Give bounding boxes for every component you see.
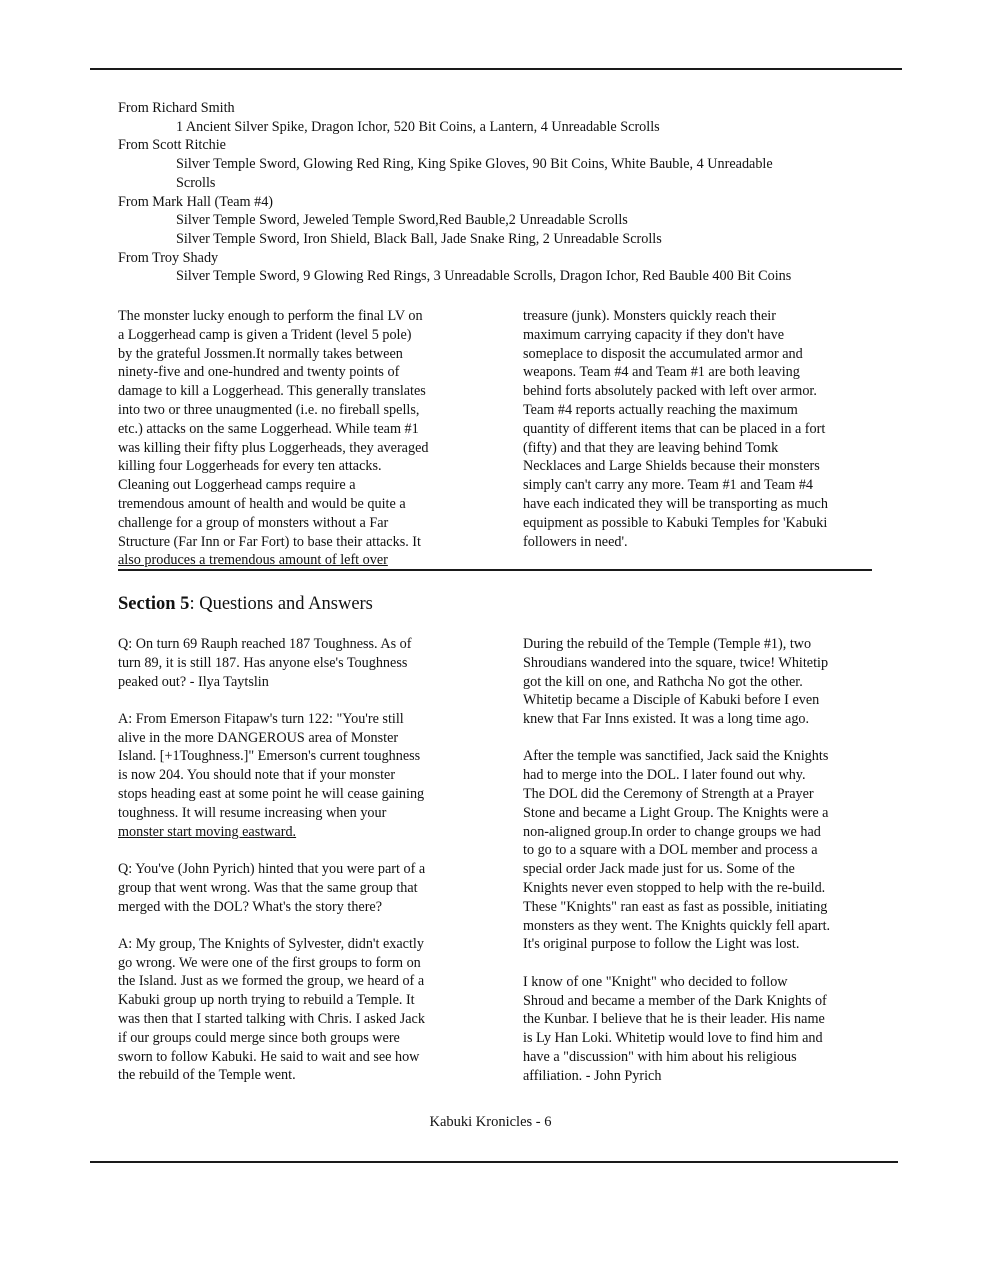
text-line: equipment as possible to Kabuki Temples for 'Kabuki: [523, 514, 828, 531]
qa-paragraph: [118, 635, 468, 691]
text-line: monster start moving eastward.: [118, 823, 297, 840]
text-line: Cleaning out Loggerhead camps require a: [118, 477, 356, 494]
text-line: have each indicated they will be transporting as much: [523, 495, 828, 512]
text-line: challenge for a group of monsters without a Far: [118, 514, 389, 531]
text-line: someplace to disposit the accumulated armor and: [523, 345, 803, 362]
text-line: simply can't carry any more. Team #1 and Team #4: [523, 477, 814, 494]
qa-paragraph: [523, 747, 873, 954]
text-line: affiliation. - John Pyrich: [523, 1067, 662, 1084]
text-line: got the kill on one, and Rathcha No got the other.: [523, 673, 803, 690]
text-line: A: My group, The Knights of Sylvester, didn't exactly: [118, 935, 424, 952]
text-line: tremendous amount of health and would be quite a: [118, 495, 406, 512]
text-line: The monster lucky enough to perform the final LV on: [118, 308, 423, 324]
text-line: the rebuild of the Temple went.: [118, 1067, 296, 1084]
text-line: Kabuki group up north trying to rebuild a Temple. It: [118, 992, 415, 1009]
donation-items: 1 Ancient Silver Spike, Dragon Ichor, 520 Bit Coins, a Lantern, 4 Unreadable Scrolls: [176, 118, 660, 135]
text-line: sworn to follow Kabuki. He said to wait and see how: [118, 1048, 420, 1065]
text-line: toughness. It will resume increasing when your: [118, 804, 387, 821]
loggerhead-article-left: [118, 307, 473, 570]
text-line: The DOL did the Ceremony of Strength at a Prayer: [523, 786, 814, 803]
donor-name: From Richard Smith: [118, 100, 235, 116]
text-line: Knights never even stopped to help with the re-build.: [523, 880, 826, 897]
qa-paragraph: [118, 860, 468, 916]
text-line: It's original purpose to follow the Light was lost.: [523, 936, 800, 953]
loggerhead-article-right: [523, 307, 878, 551]
text-line: the Island. Just as we formed the group, we heard of a: [118, 973, 425, 990]
text-line: by the grateful Jossmen.It normally takes between: [118, 345, 403, 362]
donation-items: Scrolls: [176, 174, 216, 191]
text-line: treasure (junk). Monsters quickly reach their: [523, 308, 776, 324]
text-line: was then that I started talking with Chris. I asked Jack: [118, 1011, 425, 1028]
text-line: maximum carrying capacity if they don't have: [523, 326, 784, 343]
text-line: ninety-five and one-hundred and twenty points of: [118, 364, 400, 381]
text-line: After the temple was sanctified, Jack said the Knights: [523, 748, 829, 765]
text-line: also produces a tremendous amount of left over: [118, 552, 388, 569]
text-line: followers in need'.: [523, 533, 628, 550]
text-line: monsters as they went. The Knights quickly fell apart.: [523, 917, 831, 934]
section-heading: [118, 594, 373, 615]
text-line: killing four Loggerheads for every ten attacks.: [118, 458, 382, 475]
text-line: is now 204. You should note that if your monster: [118, 767, 396, 784]
text-line: merged with the DOL? What's the story there?: [118, 898, 383, 915]
qa-paragraph: [523, 973, 873, 1086]
text-line: special order Jack made just for us. Some of the: [523, 861, 795, 878]
text-line: Q: On turn 69 Rauph reached 187 Toughness. As of: [118, 636, 412, 652]
bottom-rule: [90, 1161, 898, 1163]
text-line: quantity of different items that can be placed in a fort: [523, 420, 826, 437]
text-line: Island. [+1Toughness.]" Emerson's current toughness: [118, 748, 421, 765]
text-line: Structure (Far Inn or Far Fort) to base their attacks. It: [118, 533, 421, 550]
text-line: etc.) attacks on the same Loggerhead. While team #1: [118, 420, 419, 437]
donor-name: From Troy Shady: [118, 249, 219, 266]
text-line: turn 89, it is still 187. Has anyone else's Toughness: [118, 654, 408, 671]
text-line: weapons. Team #4 and Team #1 are both leaving: [523, 364, 800, 381]
donation-items: Silver Temple Sword, Jeweled Temple Sword,Red Bauble,2 Unreadable Scrolls: [176, 212, 628, 229]
text-line: These "Knights" ran east as fast as possible, initiating: [523, 898, 828, 915]
qa-column-left: [118, 635, 468, 1104]
qa-paragraph: [118, 710, 468, 842]
section-divider: [118, 569, 872, 571]
text-line: Stone and became a Light Group. The Knights were a: [523, 804, 829, 821]
text-line: During the rebuild of the Temple (Temple #1), two: [523, 636, 812, 652]
text-line: Whitetip became a Disciple of Kabuki before I even: [523, 692, 820, 709]
donation-items: Silver Temple Sword, Glowing Red Ring, King Spike Gloves, 90 Bit Coins, White Bauble, 4 Unreadable: [176, 156, 773, 173]
section-number: Section 5: [118, 594, 190, 614]
text-line: damage to kill a Loggerhead. This generally translates: [118, 383, 426, 400]
text-line: alive in the more DANGEROUS area of Monster: [118, 729, 399, 746]
donor-name: From Scott Ritchie: [118, 137, 226, 154]
text-line: Shroud and became a member of the Dark Knights of: [523, 992, 827, 1009]
text-line: Necklaces and Large Shields because their monsters: [523, 458, 820, 475]
text-line: I know of one "Knight" who decided to follow: [523, 973, 788, 990]
text-line: had to merge into the DOL. I later found out why.: [523, 767, 806, 784]
text-line: non-aligned group.In order to change groups we had: [523, 823, 821, 840]
donation-items: Silver Temple Sword, Iron Shield, Black Ball, Jade Snake Ring, 2 Unreadable Scrolls: [176, 230, 662, 247]
text-line: group that went wrong. Was that the same group that: [118, 879, 418, 896]
text-line: have a "discussion" with him about his religious: [523, 1048, 797, 1065]
donor-name: From Mark Hall (Team #4): [118, 193, 274, 210]
text-line: to go to a square with a DOL member and process a: [523, 842, 818, 859]
top-rule: [90, 68, 902, 70]
text-line: A: From Emerson Fitapaw's turn 122: "You're still: [118, 710, 404, 727]
qa-column-right: [523, 635, 873, 1104]
text-line: Q: You've (John Pyrich) hinted that you were part of a: [118, 860, 426, 877]
text-line: stops heading east at some point he will cease gaining: [118, 786, 425, 803]
text-line: knew that Far Inns existed. It was a long time ago.: [523, 711, 810, 728]
section-title: : Questions and Answers: [189, 594, 373, 614]
text-line: peaked out? - Ilya Taytslin: [118, 673, 269, 690]
text-line: (fifty) and that they are leaving behind Tomk: [523, 439, 779, 456]
qa-paragraph: [523, 635, 873, 729]
text-line: go wrong. We were one of the first groups to form on: [118, 954, 421, 971]
donations-list: [118, 99, 898, 286]
text-line: was killing their fifty plus Loggerheads, they averaged: [118, 439, 429, 456]
text-line: a Loggerhead camp is given a Trident (level 5 pole): [118, 326, 412, 343]
text-line: Team #4 reports actually reaching the maximum: [523, 401, 798, 418]
text-line: Shroudians wandered into the square, twice! Whitetip: [523, 654, 829, 671]
page-footer: Kabuki Kronicles - 6: [429, 1114, 552, 1130]
text-line: the Kunbar. I believe that he is their leader. His name: [523, 1011, 825, 1028]
text-line: is Ly Han Loki. Whitetip would love to find him and: [523, 1030, 823, 1047]
text-line: into two or three unaugmented (i.e. no fireball spells,: [118, 401, 420, 418]
donation-items: Silver Temple Sword, 9 Glowing Red Rings, 3 Unreadable Scrolls, Dragon Ichor, Red Bauble 400 Bit Coins: [176, 268, 792, 285]
text-line: if our groups could merge since both groups were: [118, 1029, 400, 1046]
qa-paragraph: [118, 935, 468, 1085]
text-line: behind forts absolutely packed with left over armor.: [523, 383, 817, 400]
